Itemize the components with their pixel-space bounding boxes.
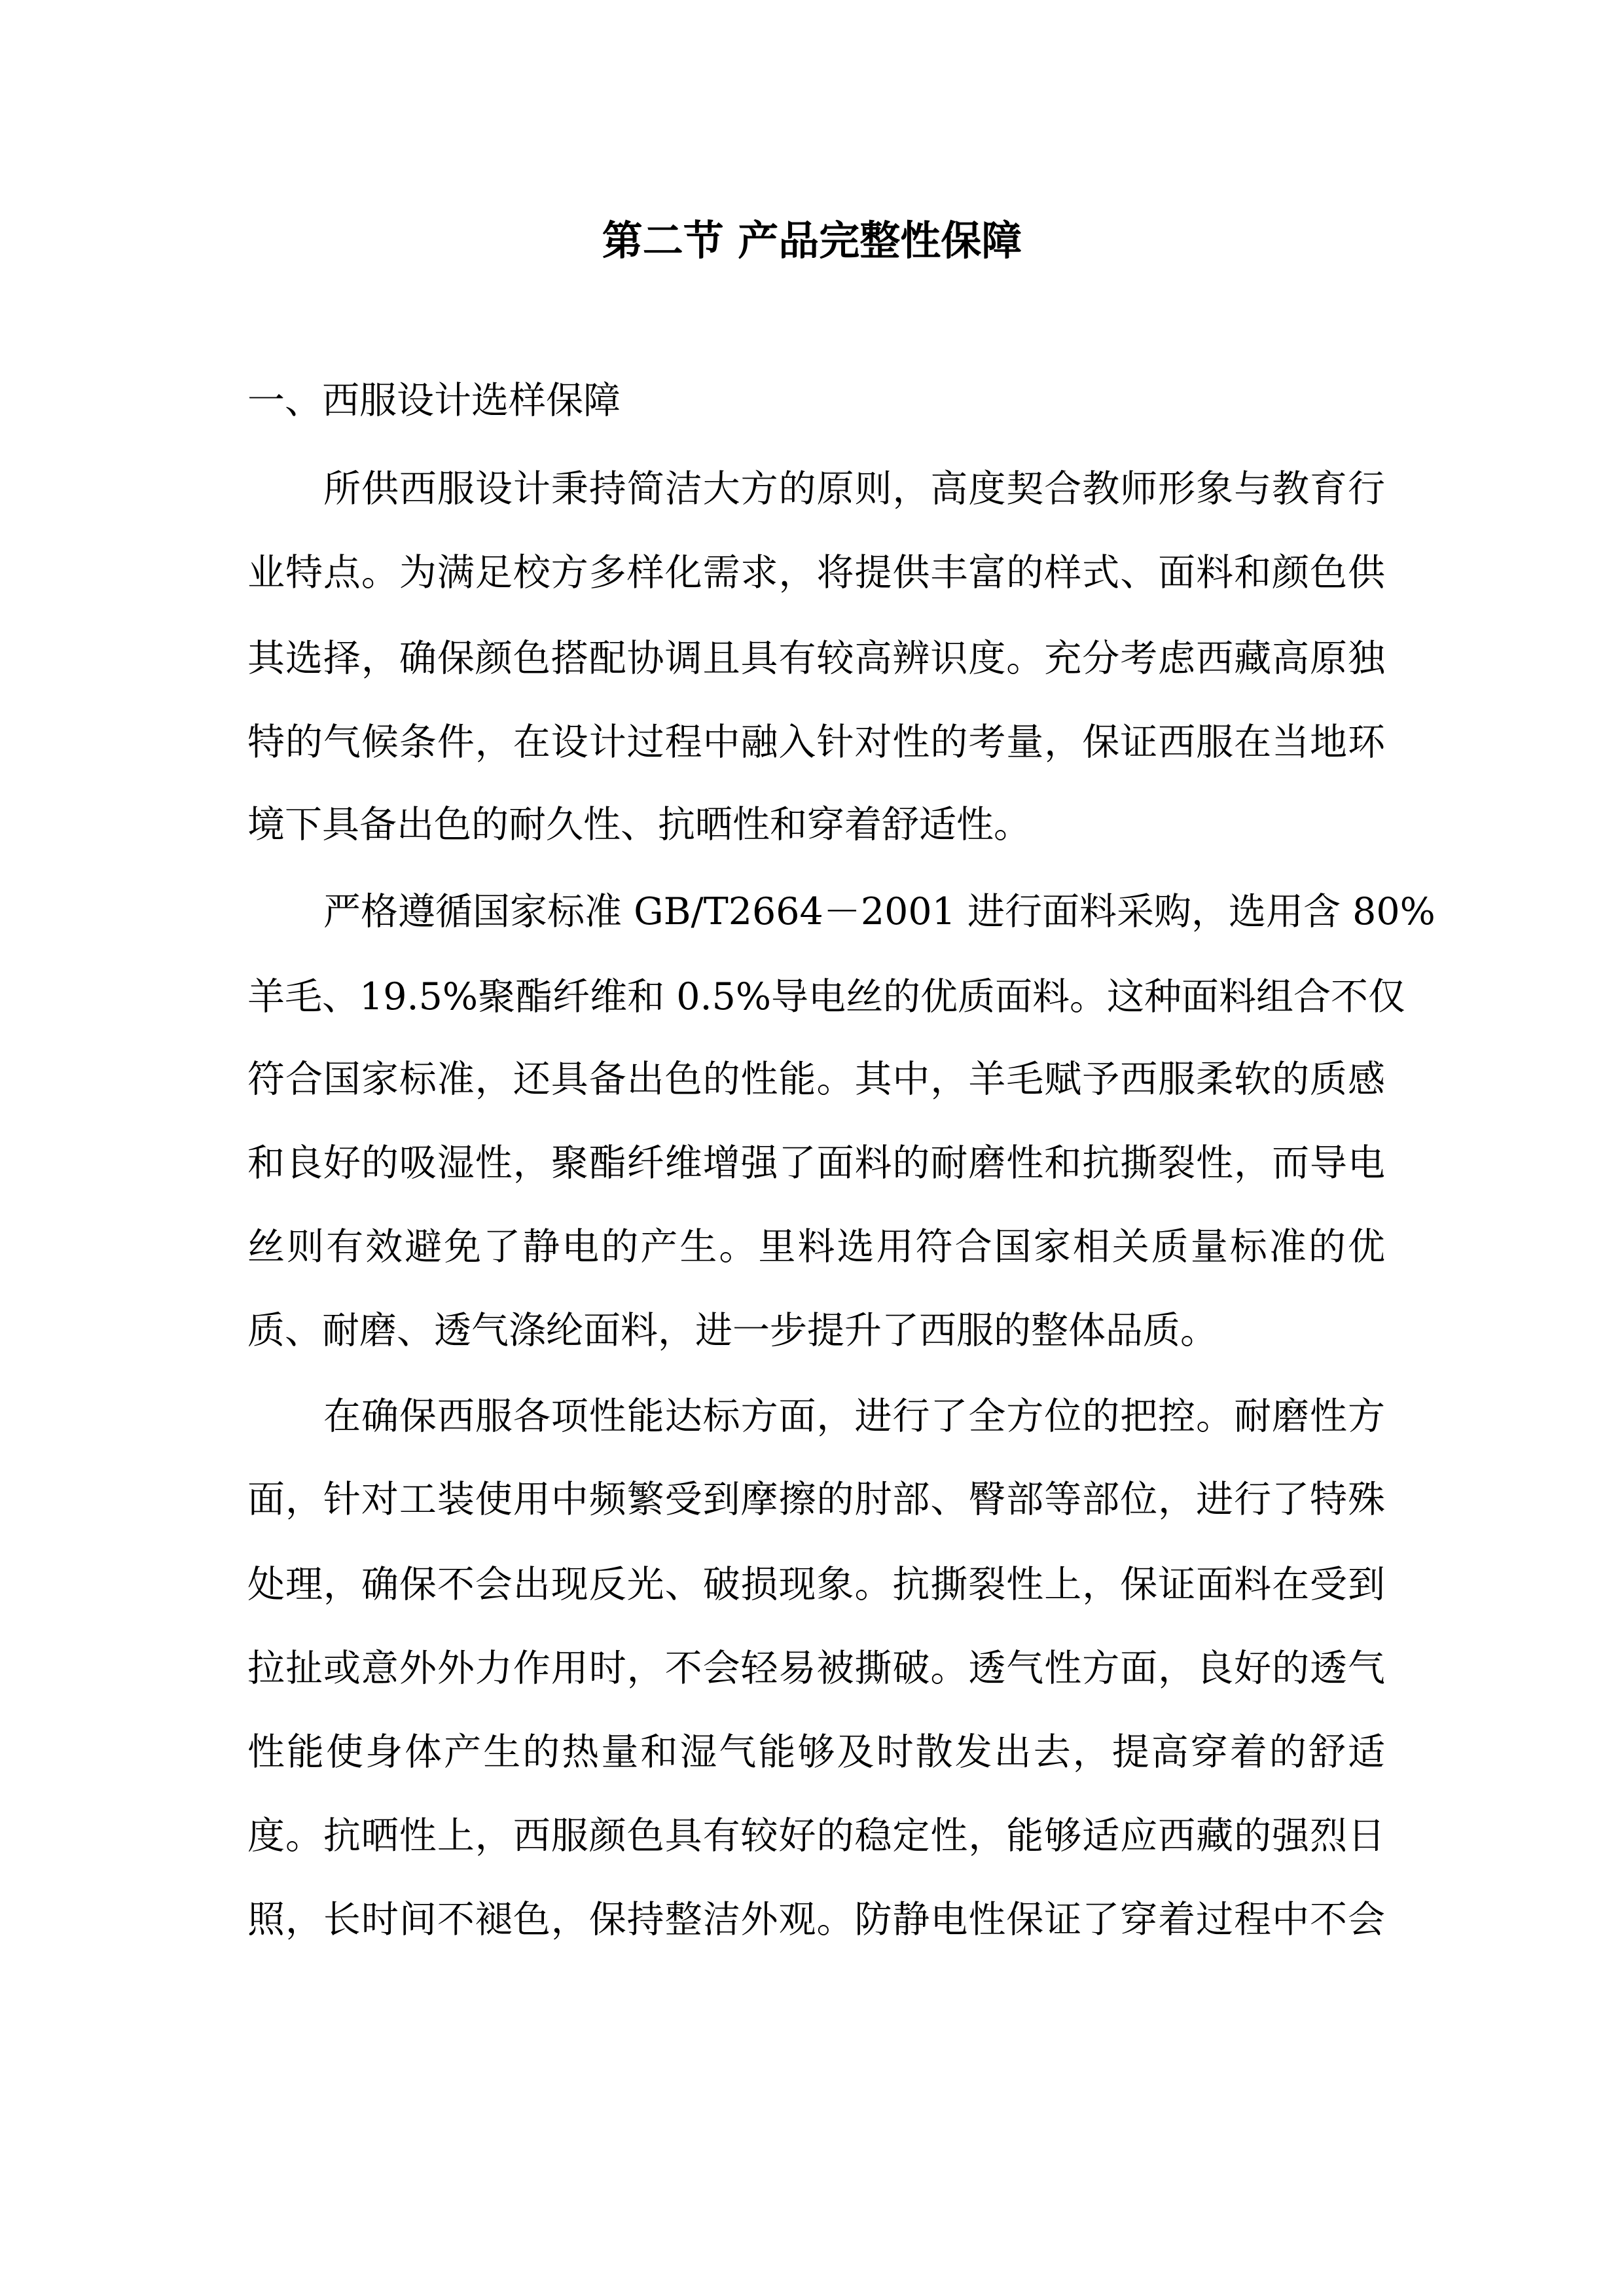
paragraph-line: 和良好的吸湿性，聚酯纤维增强了面料的耐磨性和抗撕裂性，而导电 — [247, 1141, 1385, 1185]
paragraph-line: 特的气候条件，在设计过程中融入针对性的考量，保证西服在当地环 — [247, 721, 1385, 764]
paragraph-line: 拉扯或意外外力作用时，不会轻易被撕破。透气性方面，良好的透气 — [247, 1647, 1385, 1690]
section-title: 第二节 产品完整性保障 — [602, 217, 1022, 264]
section-heading: 一、西服设计选样保障 — [247, 379, 621, 422]
paragraph-line: 性能使身体产生的热量和湿气能够及时散发出去，提高穿着的舒适 — [247, 1731, 1385, 1774]
paragraph-line: 所供西服设计秉持简洁大方的原则，高度契合教师形象与教育行 — [323, 467, 1385, 511]
paragraph-line: 其选择，确保颜色搭配协调且具有较高辨识度。充分考虑西藏高原独 — [247, 637, 1385, 680]
paragraph-line: 质、耐磨、透气涤纶面料，进一步提升了西服的整体品质。 — [247, 1309, 1218, 1352]
paragraph-line: 羊毛、19.5%聚酯纤维和 0.5%导电丝的优质面料。这种面料组合不仅 — [247, 975, 1406, 1018]
paragraph-line: 丝则有效避免了静电的产生。里料选用符合国家相关质量标准的优 — [247, 1225, 1385, 1268]
paragraph-line: 照，长时间不褪色，保持整洁外观。防静电性保证了穿着过程中不会 — [247, 1898, 1385, 1941]
paragraph-line: 业特点。为满足校方多样化需求，将提供丰富的样式、面料和颜色供 — [247, 551, 1385, 594]
paragraph-line: 度。抗晒性上，西服颜色具有较好的稳定性，能够适应西藏的强烈日 — [247, 1814, 1385, 1857]
paragraph-line: 处理，确保不会出现反光、破损现象。抗撕裂性上，保证面料在受到 — [247, 1563, 1385, 1606]
paragraph-line: 境下具备出色的耐久性、抗晒性和穿着舒适性。 — [247, 803, 1031, 846]
paragraph-line: 严格遵循国家标准 GB/T2664－2001 进行面料采购，选用含 80% — [323, 890, 1435, 933]
paragraph-line: 在确保西服各项性能达标方面，进行了全方位的把控。耐磨性方 — [323, 1395, 1385, 1438]
paragraph-line: 符合国家标准，还具备出色的性能。其中，羊毛赋予西服柔软的质感 — [247, 1058, 1385, 1101]
paragraph-line: 面，针对工装使用中频繁受到摩擦的肘部、臀部等部位，进行了特殊 — [247, 1478, 1385, 1521]
